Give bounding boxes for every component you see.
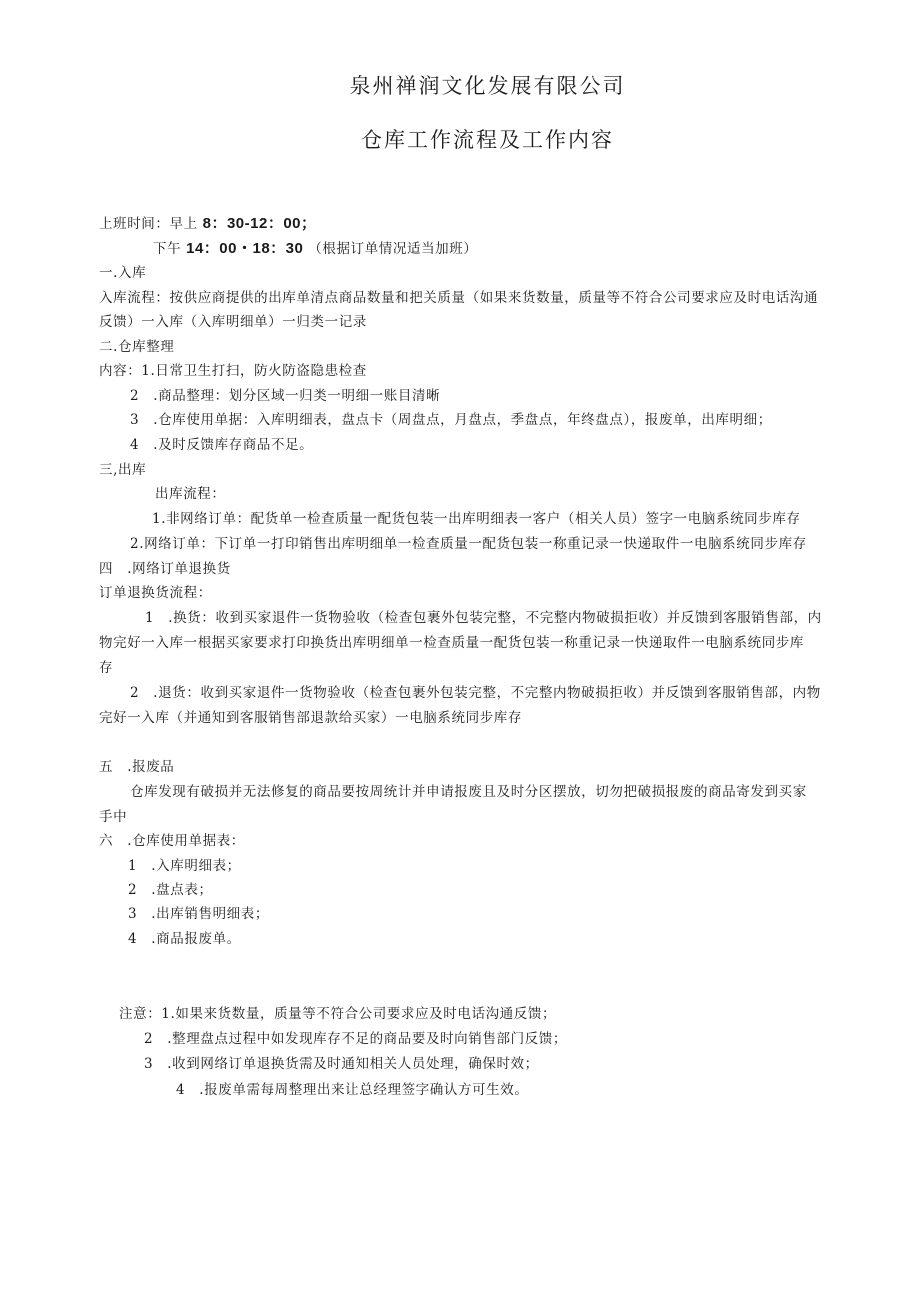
- list-item: 2 .盘点表；: [128, 882, 213, 898]
- work-hours-morning: [99, 212, 317, 236]
- morning-hours: 8：30-12：00；: [202, 215, 317, 232]
- section-heading: 六 .仓库使用单据表：: [99, 833, 245, 849]
- work-hours-afternoon: [153, 237, 477, 261]
- paragraph-line: 入库流程：按供应商提供的出库单清点商品数量和把关质量（如果来货数量，质量等不符合公司要求应及时电话沟通: [99, 290, 819, 306]
- paragraph-line: 仓库发现有破损并无法修复的商品要按周统计并申请报废且及时分区摆放，切勿把破损报废的商品寄发到买家: [130, 784, 807, 800]
- paragraph-line: 内容：1.日常卫生打扫，防火防盗隐患检查: [99, 363, 367, 379]
- paragraph-line: 完好一入库（并通知到客服销售部退款给买家）一电脑系统同步库存: [99, 710, 522, 726]
- paragraph-line: 手中: [99, 809, 128, 825]
- section-heading: 四 .网络订单退换货: [99, 561, 231, 577]
- list-item: 1 .换货：收到买家退件一货物验收（检查包裹外包装完整，不完整内物破损拒收）并反馈到客服销售部，内: [145, 610, 822, 626]
- overtime-note: （根据订单情况适当加班）: [308, 241, 478, 257]
- paragraph-line: 反馈）一入库（入库明细单）一归类一记录: [99, 314, 367, 330]
- paragraph-line: 存: [99, 660, 114, 676]
- section-heading: 三,出库: [99, 462, 147, 478]
- paragraph-line: 出库流程：: [155, 486, 226, 502]
- section-heading: 五 .报废品: [99, 759, 175, 775]
- paragraph-line: 物完好一入库一根据买家要求打印换货出库明细单一检查质量一配货包装一称重记录一快递取件一电脑系统同步库: [99, 635, 804, 651]
- list-item: 2 .商品整理：划分区域一归类一明细一账目清晰: [130, 388, 441, 404]
- afternoon-hours: 14：00・18：30: [186, 240, 304, 257]
- list-item: 2 .退货：收到买家退件一货物验收（检查包裹外包装完整，不完整内物破损拒收）并反馈到客服销售部，内物: [130, 685, 821, 701]
- list-item: 1 .入库明细表；: [128, 858, 241, 874]
- section-heading: 二.仓库整理: [99, 339, 175, 355]
- note-line: 注意：1.如果来货数量，质量等不符合公司要求应及时电话沟通反馈；: [119, 1006, 557, 1022]
- list-item: 2.网络订单：下订单一打印销售出库明细单一检查质量一配货包装一称重记录一快递取件一电脑系统同步库存: [130, 536, 807, 552]
- company-name: 泉州禅润文化发展有限公司: [349, 74, 626, 98]
- document-title: 仓库工作流程及工作内容: [361, 128, 614, 152]
- note-line: 2 .整理盘点过程中如发现库存不足的商品要及时向销售部门反馈；: [144, 1031, 567, 1047]
- list-item: 3 .出库销售明细表；: [128, 906, 269, 922]
- afternoon-label: 下午: [153, 241, 182, 257]
- list-item: 3 .仓库使用单据：入库明细表，盘点卡（周盘点，月盘点，季盘点，年终盘点），报废单，出库明细；: [130, 412, 772, 428]
- section-heading: 一.入库: [99, 265, 147, 281]
- work-hours-label: 上班时间：早上: [99, 216, 198, 232]
- paragraph-line: 订单退换货流程：: [99, 585, 212, 601]
- note-line: 3 .收到网络订单退换货需及时通知相关人员处理，确保时效；: [144, 1056, 539, 1072]
- list-item: 4 .商品报废单。: [128, 931, 241, 947]
- list-item: 4 .及时反馈库存商品不足。: [130, 437, 314, 453]
- note-line: 4 .报废单需每周整理出来让总经理签字确认方可生效。: [176, 1082, 529, 1098]
- list-item: 1.非网络订单：配货单一检查质量一配货包装一出库明细表一客户（相关人员）签字一电脑系统同步库存: [152, 511, 801, 527]
